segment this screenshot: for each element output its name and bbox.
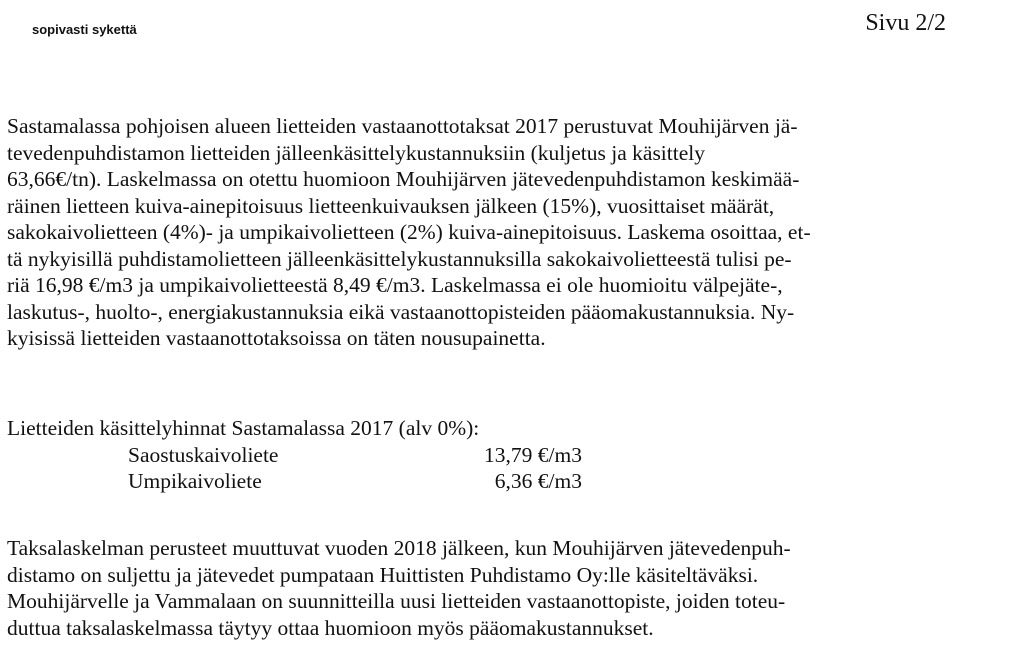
paragraph-line: 63,66€/tn). Laskelmassa on otettu huomioon Mouhijärven jätevedenpuhdistamon keskimää- bbox=[7, 167, 800, 191]
prices-heading-text: Lietteiden käsittelyhinnat Sastamalassa 2017 (alv 0%): bbox=[7, 416, 480, 440]
price-row-saostuskaivoliete bbox=[128, 442, 598, 468]
paragraph-line: tä nykyisillä puhdistamolietteen jälleenkäsittelykustannuksilla sakokaivolietteestä tulisi pe- bbox=[7, 246, 792, 271]
paragraph-line: räinen lietteen kuiva-ainepitoisuus lietteenkuivauksen jälkeen (15%), vuosittaiset määrät, bbox=[7, 193, 775, 218]
page-number: Sivu 2/2 bbox=[865, 10, 946, 36]
paragraph-fee-calculation bbox=[7, 113, 1019, 352]
paragraph-line: tevedenpuhdistamon lietteiden jälleenkäsittelykustannuksiin (kuljetus ja käsittely bbox=[7, 140, 705, 165]
price-row-umpikaivoliete bbox=[128, 468, 598, 494]
paragraph-line: distamo on suljettu ja jätevedet pumpataan Huittisten Puhdistamo Oy:lle käsiteltäväksi. bbox=[7, 562, 759, 587]
paragraph-future-changes bbox=[7, 535, 1019, 641]
paragraph-line: laskutus-, huolto-, energiakustannuksia eikä vastaanottopisteiden pääomakustannuksia. Ny- bbox=[7, 299, 795, 324]
header-tagline: sopivasti sykettä bbox=[32, 22, 137, 37]
price-label: Umpikaivoliete bbox=[128, 469, 262, 493]
paragraph-line: kyisissä lietteiden vastaanottotaksoissa on täten nousupainetta. bbox=[7, 326, 546, 350]
prices-heading bbox=[7, 415, 1019, 442]
paragraph-line: duttua taksalaskelmassa täytyy ottaa huomioon myös pääomakustannukset. bbox=[7, 615, 654, 640]
paragraph-line: riä 16,98 €/m3 ja umpikaivolietteestä 8,49 €/m3. Laskelmassa ei ole huomioitu välpejäte-, bbox=[7, 273, 783, 297]
paragraph-line: Taksalaskelman perusteet muuttuvat vuoden 2018 jälkeen, kun Mouhijärven jätevedenpuh- bbox=[7, 536, 791, 560]
paragraph-line: Sastamalassa pohjoisen alueen lietteiden vastaanottotaksat 2017 perustuvat Mouhijärven jä- bbox=[7, 114, 798, 138]
price-value: 6,36 €/m3 bbox=[494, 469, 582, 493]
paragraph-line: sakokaivolietteen (4%)- ja umpikaivolietteen (2%) kuiva-ainepitoisuus. Laskema osoittaa, et- bbox=[7, 220, 811, 244]
price-label: Saostuskaivoliete bbox=[128, 443, 279, 467]
price-value: 13,79 €/m3 bbox=[484, 443, 582, 467]
paragraph-line: Mouhijärvelle ja Vammalaan on suunnitteilla uusi lietteiden vastaanottopiste, joiden toteu- bbox=[7, 589, 786, 613]
